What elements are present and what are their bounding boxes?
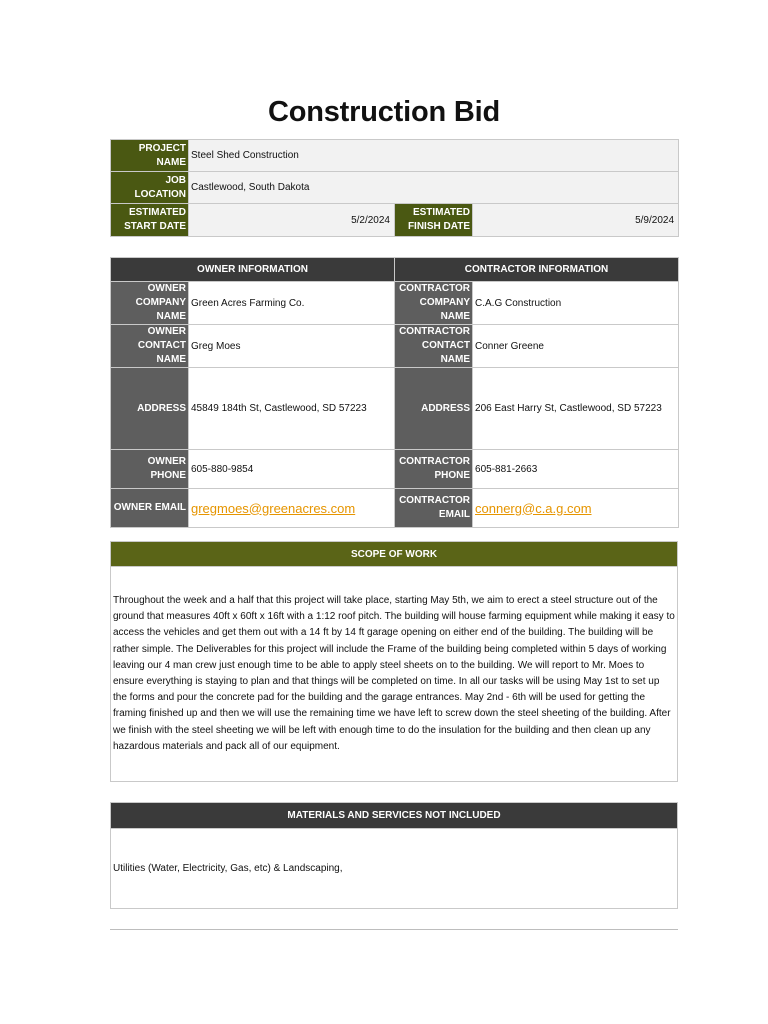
finish-date-value: 5/9/2024 (473, 204, 679, 237)
contractor-company-value: C.A.G Construction (473, 282, 679, 325)
materials-header: MATERIALS AND SERVICES NOT INCLUDED (111, 803, 678, 829)
contractor-info-header: CONTRACTOR INFORMATION (395, 258, 679, 282)
parties-table (110, 257, 679, 528)
bottom-divider (110, 929, 678, 930)
contractor-contact-label: CONTRACTOR CONTACT NAME (395, 325, 473, 368)
owner-phone-label: OWNER PHONE (111, 450, 189, 489)
owner-contact-value: Greg Moes (189, 325, 395, 368)
job-location-value: Castlewood, South Dakota (189, 172, 679, 204)
owner-info-header: OWNER INFORMATION (111, 258, 395, 282)
project-table (110, 139, 679, 237)
owner-company-label: OWNER COMPANY NAME (111, 282, 189, 325)
start-date-value: 5/2/2024 (189, 204, 395, 237)
contractor-phone-label: CONTRACTOR PHONE (395, 450, 473, 489)
owner-address-value: 45849 184th St, Castlewood, SD 57223 (189, 368, 395, 450)
contractor-company-label: CONTRACTOR COMPANY NAME (395, 282, 473, 325)
contractor-address-label: ADDRESS (395, 368, 473, 450)
materials-table (110, 802, 678, 909)
document-title: Construction Bid (267, 96, 500, 128)
contractor-email-link[interactable]: connerg@c.a.g.com (475, 500, 592, 516)
owner-contact-label: OWNER CONTACT NAME (111, 325, 189, 368)
scope-text: Throughout the week and a half that this project will take place, starting May 5th, we aim to erect a steel structure out of the ground that measures 40ft x 60ft x 16ft with a 1:12 roof pitch. The building will house farming equipment while making it easy to access the vehicles and get them out with a 14 ft by 14 ft garage opening on either end of the building. The building will be rather simple. The Deliverables for this project will include the Frame of the building being completed within 5 days of working leaving our 4 man crew just enough time to be able to apply steel sheets on to the building. We will report to Mr. Moes to ensure everything is staying to plan and that things will be completed on time. In all our tasks will be using May 1st to set up the forms and pour the concrete pad for the building and the garage entrances. May 2nd - 6th will be used for getting the framing finished up and then we will use the remaining time we have left to screw down the steel sheeting of the building. After we finish with the steel sheeting we will be left with enough time to do the insulation for the building and then clean up any hazardous materials and pack all of our equipment. (111, 567, 678, 782)
contractor-email-label: CONTRACTOR EMAIL (395, 489, 473, 528)
materials-text: Utilities (Water, Electricity, Gas, etc) & Landscaping, (111, 829, 678, 909)
scope-table (110, 541, 678, 782)
owner-phone-value: 605-880-9854 (189, 450, 395, 489)
owner-address-label: ADDRESS (111, 368, 189, 450)
contractor-address-value: 206 East Harry St, Castlewood, SD 57223 (473, 368, 679, 450)
start-date-label: ESTIMATED START DATE (111, 204, 189, 237)
owner-email-link[interactable]: gregmoes@greenacres.com (191, 500, 356, 516)
contractor-email-cell (473, 489, 679, 528)
owner-company-value: Green Acres Farming Co. (189, 282, 395, 325)
contractor-phone-value: 605-881-2663 (473, 450, 679, 489)
project-name-value: Steel Shed Construction (189, 140, 679, 172)
finish-date-label: ESTIMATED FINISH DATE (395, 204, 473, 237)
owner-email-cell (189, 489, 395, 528)
project-name-label: PROJECT NAME (111, 140, 189, 172)
scope-header: SCOPE OF WORK (111, 542, 678, 567)
job-location-label: JOB LOCATION (111, 172, 189, 204)
owner-email-label: OWNER EMAIL (111, 489, 189, 528)
contractor-contact-value: Conner Greene (473, 325, 679, 368)
